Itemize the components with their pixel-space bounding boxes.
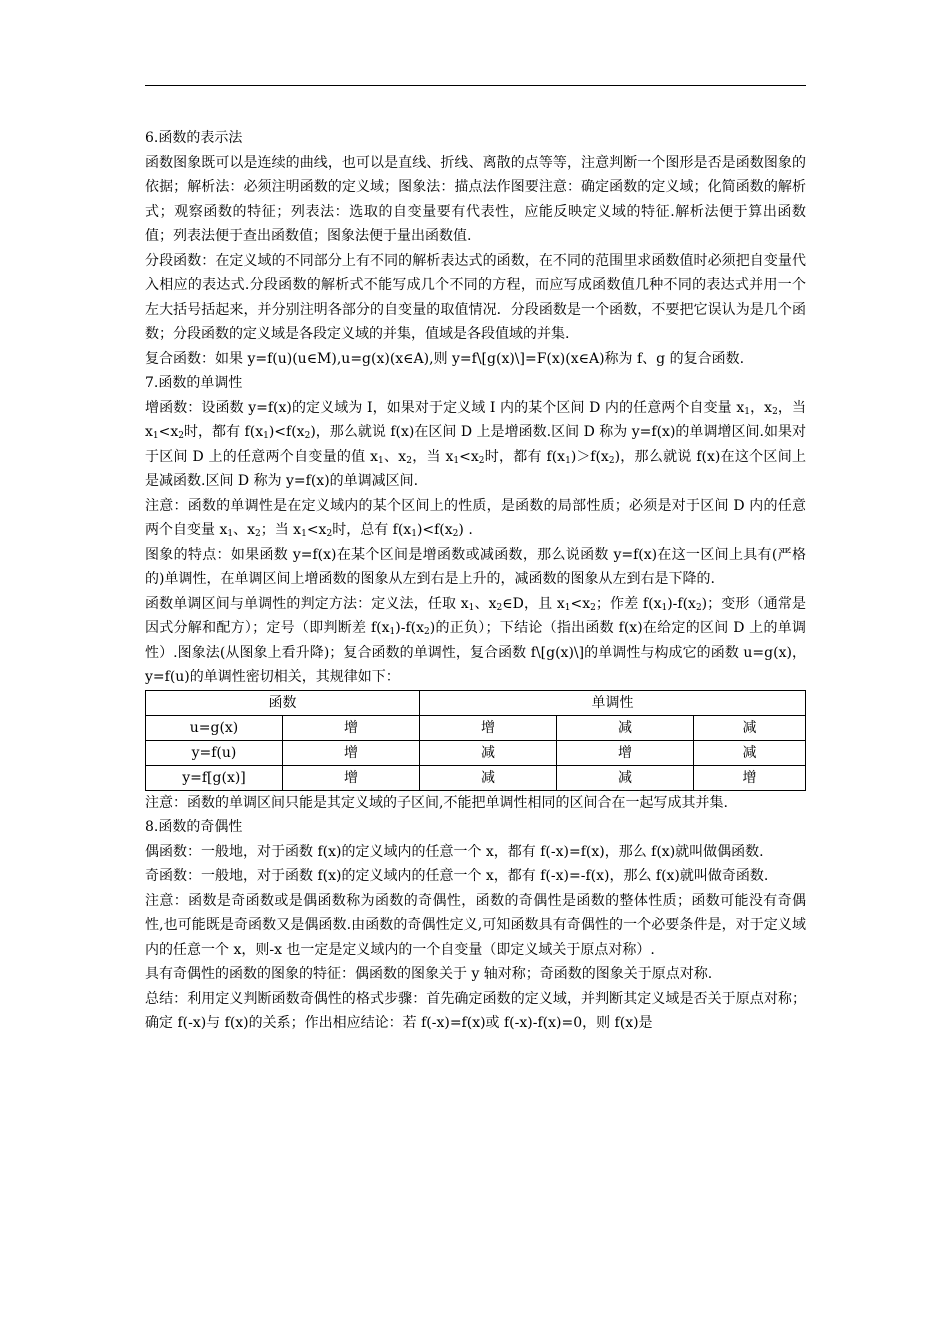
paragraph-interval-note: 注意：函数的单调区间只能是其定义域的子区间,不能把单调性相同的区间合在一起写成其并集. — [145, 794, 728, 811]
document-body — [145, 126, 806, 1036]
table-cell: 减 — [420, 765, 557, 790]
table-cell: 增 — [694, 765, 806, 790]
table-row-label: y=f(u) — [146, 740, 283, 765]
table-cell: 增 — [283, 740, 420, 765]
paragraph-increasing-function: 增函数：设函数 y=f(x)的定义域为 I，如果对于定义域 I 内的某个区间 D 内的任意两个自变量 $x_1$，$x_2$，当 $x_1<x_2$时，都有 $f(x_1)<f(x_2)$，那么就说 f(x)在区间 D 上是增函数.区间 D 称为 y=f(x)的单调增区间.如果对于区间 D 上的任意两个自变量的值 $x_1$、$x_2$，当 $x_1<x_2$时，都有 $f(x_1)>f(x_2)$，那么就说 f(x)在这个区间上是减函数.区间 D 称为 y=f(x)的单调减区间. — [145, 399, 807, 489]
table-header-function: 函数 — [146, 690, 420, 715]
table-header-monotonicity: 单调性 — [420, 690, 806, 715]
table-cell: 增 — [283, 765, 420, 790]
section-heading-8: 8.函数的奇偶性 — [145, 819, 243, 835]
table-cell: 减 — [420, 740, 557, 765]
paragraph-determination-methods: 函数单调区间与单调性的判定方法：定义法，任取 $x_1$、$x_2\in D$，且 $x_1<x_2$；作差 $f(x_1)-f(x_2)$；变形（通常是因式分解和配方）；定号（即判断差 $f(x_1)-f(x_2)$的正负）；下结论（指出函数 f(x)在给定的区间 D 上的单调性）.图象法(从图象上看升降)；复合函数的单调性，复合函数 f\[g(x)\]的单调性与构成它的函数 u=g(x)，y=f(u)的单调性密切相关，其规律如下： — [145, 595, 806, 685]
table-cell: 减 — [694, 740, 806, 765]
table-row — [146, 715, 806, 740]
table-cell: 减 — [557, 715, 694, 740]
paragraph-piecewise: 分段函数：在定义域的不同部分上有不同的解析表达式的函数，在不同的范围里求函数值时必须把自变量代入相应的表达式.分段函数的解析式不能写成几个不同的方程，而应写成函数值几种不同的表达式并用一个左大括号括起来，并分别注明各部分的自变量的取值情况．分段函数是一个函数，不要把它误认为是几个函数；分段函数的定义域是各段定义域的并集，值域是各段值域的并集. — [145, 252, 806, 342]
table-row — [146, 740, 806, 765]
section-heading-7: 7.函数的单调性 — [145, 375, 243, 391]
paragraph-composite: 复合函数：如果 y=f(u)(u∈M),u=g(x)(x∈A),则 y=f\[g(x)\]=F(x)(x∈A)称为 f、g 的复合函数. — [145, 350, 745, 367]
table-cell: 减 — [557, 765, 694, 790]
paragraph-summary: 总结：利用定义判断函数奇偶性的格式步骤：首先确定函数的定义域，并判断其定义域是否关于原点对称；确定 f(-x)与 f(x)的关系；作出相应结论：若 f(-x)=f(x)或 f(-x)-f(x)=0，则 f(x)是 — [145, 990, 806, 1031]
table-row — [146, 765, 806, 790]
table-cell: 增 — [420, 715, 557, 740]
paragraph-odd-function: 奇函数：一般地，对于函数 f(x)的定义域内的任意一个 x，都有 f(-x)=-f(x)，那么 f(x)就叫做奇函数. — [145, 868, 769, 884]
header-rule — [145, 85, 806, 86]
section-heading-6: 6.函数的表示法 — [145, 130, 243, 146]
table-cell: 增 — [557, 740, 694, 765]
monotonicity-table — [145, 690, 806, 791]
table-cell: 增 — [283, 715, 420, 740]
table-cell: 减 — [694, 715, 806, 740]
table-row-label: y=f[g(x)] — [146, 765, 283, 790]
paragraph-even-function: 偶函数：一般地，对于函数 f(x)的定义域内的任意一个 x，都有 f(-x)=f(x)，那么 f(x)就叫做偶函数. — [145, 843, 764, 860]
paragraph-graph-symmetry: 具有奇偶性的函数的图象的特征：偶函数的图象关于 y 轴对称；奇函数的图象关于原点对称. — [145, 966, 713, 982]
paragraph-parity-note: 注意：函数是奇函数或是偶函数称为函数的奇偶性，函数的奇偶性是函数的整体性质；函数可能没有奇偶性,也可能既是奇函数又是偶函数.由函数的奇偶性定义,可知函数具有奇偶性的一个必要条件是，对于定义域内的任意一个 x，则-x 也一定是定义域内的一个自变量（即定义域关于原点对称）. — [145, 892, 806, 958]
table-row-label: u=g(x) — [146, 715, 283, 740]
paragraph-graph-features: 图象的特点：如果函数 y=f(x)在某个区间是增函数或减函数，那么说函数 y=f(x)在这一区间上具有(严格的)单调性，在单调区间上增函数的图象从左到右是上升的，减函数的图象从左到右是下降的. — [145, 546, 806, 587]
paragraph-representation: 函数图象既可以是连续的曲线，也可以是直线、折线、离散的点等等，注意判断一个图形是否是函数图象的依据；解析法：必须注明函数的定义域；图象法：描点法作图要注意：确定函数的定义域；化简函数的解析式；观察函数的特征；列表法：选取的自变量要有代表性，应能反映定义域的特征.解析法便于算出函数值；列表法便于查出函数值；图象法便于量出函数值. — [145, 154, 806, 244]
table-header-row — [146, 690, 806, 715]
paragraph-monotonic-note: 注意：函数的单调性是在定义域内的某个区间上的性质，是函数的局部性质；必须是对于区间 D 内的任意两个自变量 $x_1$、$x_2$；当 $x_1<x_2$时，总有 $f(x_1)<f(x_2)$ . — [145, 497, 806, 539]
